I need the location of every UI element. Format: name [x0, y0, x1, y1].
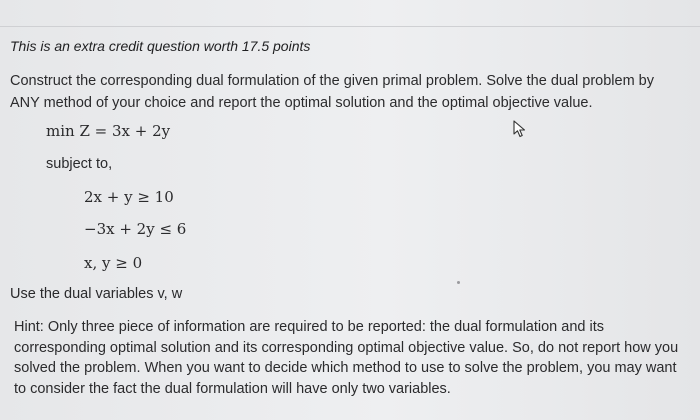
question-instructions: Construct the corresponding dual formulation of the given primal problem. Solve the dual problem by ANY method of your choice and report the optimal solution and the optimal objective value. [10, 73, 654, 111]
constraint-1: 2x + y ≥ 10 [84, 188, 174, 206]
extra-credit-note: This is an extra credit question worth 17.5 points [10, 38, 311, 54]
speck [457, 281, 460, 284]
dual-variables-note: Use the dual variables v, w [10, 286, 183, 302]
constraint-2: −3x + 2y ≤ 6 [84, 220, 187, 238]
subject-to-label: subject to, [46, 156, 113, 172]
objective-function: min Z = 3x + 2y [46, 122, 171, 140]
mouse-pointer-icon [512, 120, 528, 138]
divider [0, 26, 700, 27]
hint-text: Hint: Only three piece of information are required to be reported: the dual formulation and its corresponding optimal solution and its corresponding optimal objective value. So, do not report how you solved the problem. When you want to decide which method to use to solve the problem, you may want to consider the fact the dual formulation will have only two variables. [14, 319, 679, 397]
nonnegativity-constraint: x, y ≥ 0 [84, 254, 143, 272]
